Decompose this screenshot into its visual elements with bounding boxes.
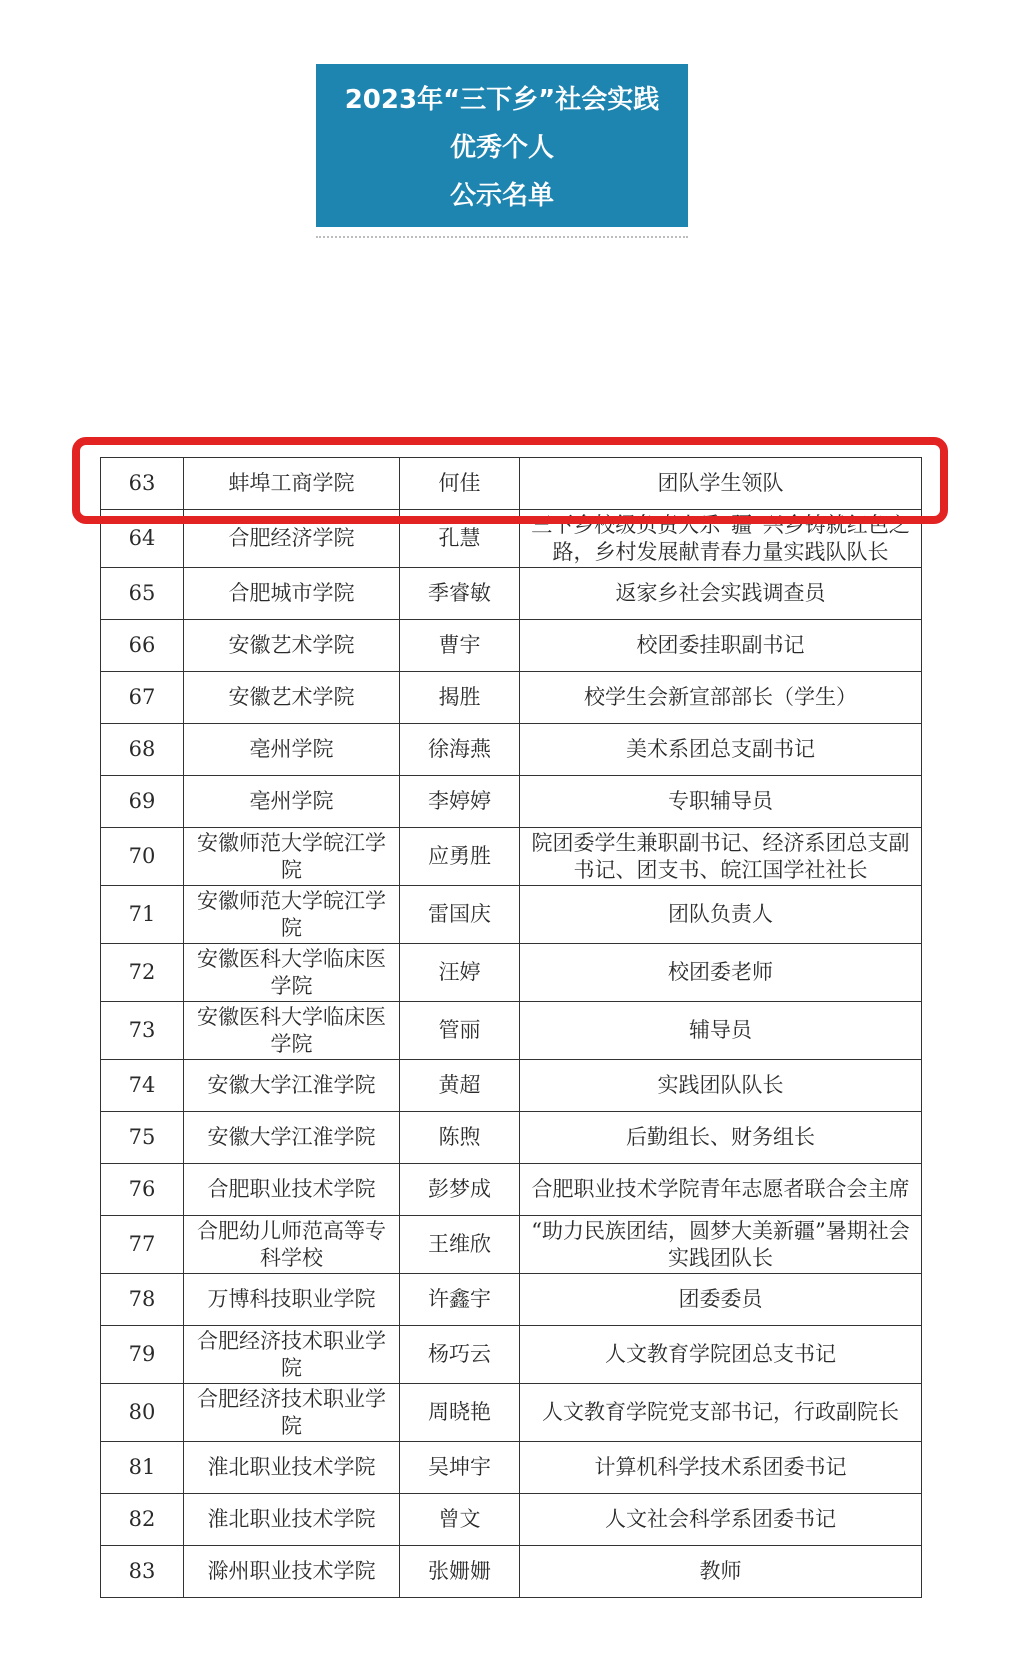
cell-school: 合肥经济技术职业学院 bbox=[184, 1384, 400, 1442]
cell-number: 77 bbox=[101, 1216, 184, 1274]
cell-name: 应勇胜 bbox=[400, 828, 520, 886]
cell-role: “助力民族团结，圆梦大美新疆”暑期社会实践团队长 bbox=[520, 1216, 922, 1274]
cell-school: 蚌埠工商学院 bbox=[184, 458, 400, 510]
cell-role: 团队负责人 bbox=[520, 886, 922, 944]
cell-role: 三下乡校级负责人乐“疆”兴乡铸就红色之路，乡村发展献青春力量实践队队长 bbox=[520, 510, 922, 568]
cell-school: 安徽医科大学临床医学院 bbox=[184, 944, 400, 1002]
cell-school: 合肥城市学院 bbox=[184, 568, 400, 620]
cell-number: 71 bbox=[101, 886, 184, 944]
table-row bbox=[101, 724, 922, 776]
cell-number: 67 bbox=[101, 672, 184, 724]
cell-number: 79 bbox=[101, 1326, 184, 1384]
table-row bbox=[101, 1326, 922, 1384]
cell-number: 64 bbox=[101, 510, 184, 568]
cell-role: 辅导员 bbox=[520, 1002, 922, 1060]
cell-role: 美术系团总支副书记 bbox=[520, 724, 922, 776]
cell-number: 76 bbox=[101, 1164, 184, 1216]
cell-name: 黄超 bbox=[400, 1060, 520, 1112]
cell-school: 合肥职业技术学院 bbox=[184, 1164, 400, 1216]
cell-school: 安徽艺术学院 bbox=[184, 620, 400, 672]
table-row bbox=[101, 1442, 922, 1494]
cell-name: 汪婷 bbox=[400, 944, 520, 1002]
cell-name: 季睿敏 bbox=[400, 568, 520, 620]
cell-school: 亳州学院 bbox=[184, 724, 400, 776]
table-row bbox=[101, 1164, 922, 1216]
cell-school: 淮北职业技术学院 bbox=[184, 1494, 400, 1546]
cell-role: 团队学生领队 bbox=[520, 458, 922, 510]
cell-role: 人文社会科学系团委书记 bbox=[520, 1494, 922, 1546]
cell-school: 安徽师范大学皖江学院 bbox=[184, 886, 400, 944]
cell-school: 安徽大学江淮学院 bbox=[184, 1060, 400, 1112]
cell-name: 吴坤宇 bbox=[400, 1442, 520, 1494]
cell-name: 王维欣 bbox=[400, 1216, 520, 1274]
cell-role: 返家乡社会实践调查员 bbox=[520, 568, 922, 620]
page-title-line-1: 2023年“三下乡”社会实践 bbox=[344, 85, 660, 115]
header-title-box bbox=[316, 64, 688, 227]
cell-school: 万博科技职业学院 bbox=[184, 1274, 400, 1326]
cell-number: 73 bbox=[101, 1002, 184, 1060]
cell-name: 孔慧 bbox=[400, 510, 520, 568]
table-row bbox=[101, 1274, 922, 1326]
table-row bbox=[101, 1494, 922, 1546]
table-row bbox=[101, 620, 922, 672]
cell-school: 安徽大学江淮学院 bbox=[184, 1112, 400, 1164]
cell-school: 安徽艺术学院 bbox=[184, 672, 400, 724]
cell-role: 团委委员 bbox=[520, 1274, 922, 1326]
cell-name: 曹宇 bbox=[400, 620, 520, 672]
cell-number: 82 bbox=[101, 1494, 184, 1546]
cell-name: 雷国庆 bbox=[400, 886, 520, 944]
cell-role: 人文教育学院党支部书记，行政副院长 bbox=[520, 1384, 922, 1442]
cell-number: 65 bbox=[101, 568, 184, 620]
cell-name: 何佳 bbox=[400, 458, 520, 510]
roster-table bbox=[100, 457, 922, 1598]
cell-number: 70 bbox=[101, 828, 184, 886]
cell-number: 68 bbox=[101, 724, 184, 776]
table-row bbox=[101, 458, 922, 510]
cell-role: 计算机科学技术系团委书记 bbox=[520, 1442, 922, 1494]
cell-role: 校团委老师 bbox=[520, 944, 922, 1002]
cell-school: 合肥经济技术职业学院 bbox=[184, 1326, 400, 1384]
cell-role: 校团委挂职副书记 bbox=[520, 620, 922, 672]
table-row bbox=[101, 1112, 922, 1164]
table-row bbox=[101, 776, 922, 828]
table-row bbox=[101, 1002, 922, 1060]
table-row bbox=[101, 568, 922, 620]
cell-number: 80 bbox=[101, 1384, 184, 1442]
cell-number: 66 bbox=[101, 620, 184, 672]
title-divider bbox=[316, 236, 688, 238]
cell-school: 安徽医科大学临床医学院 bbox=[184, 1002, 400, 1060]
cell-number: 72 bbox=[101, 944, 184, 1002]
cell-name: 陈煦 bbox=[400, 1112, 520, 1164]
table-row bbox=[101, 672, 922, 724]
cell-role: 实践团队队长 bbox=[520, 1060, 922, 1112]
cell-role: 人文教育学院团总支书记 bbox=[520, 1326, 922, 1384]
table-row bbox=[101, 1384, 922, 1442]
cell-name: 揭胜 bbox=[400, 672, 520, 724]
cell-role: 教师 bbox=[520, 1546, 922, 1598]
cell-number: 69 bbox=[101, 776, 184, 828]
cell-number: 63 bbox=[101, 458, 184, 510]
cell-school: 安徽师范大学皖江学院 bbox=[184, 828, 400, 886]
cell-role: 专职辅导员 bbox=[520, 776, 922, 828]
cell-role: 合肥职业技术学院青年志愿者联合会主席 bbox=[520, 1164, 922, 1216]
cell-name: 徐海燕 bbox=[400, 724, 520, 776]
cell-name: 许鑫宇 bbox=[400, 1274, 520, 1326]
cell-number: 83 bbox=[101, 1546, 184, 1598]
cell-name: 周晓艳 bbox=[400, 1384, 520, 1442]
page-title-line-3: 公示名单 bbox=[449, 181, 554, 211]
table-row bbox=[101, 1546, 922, 1598]
table-row bbox=[101, 886, 922, 944]
roster-table-body bbox=[101, 458, 922, 1598]
cell-name: 管丽 bbox=[400, 1002, 520, 1060]
cell-school: 亳州学院 bbox=[184, 776, 400, 828]
table-row bbox=[101, 1060, 922, 1112]
cell-number: 81 bbox=[101, 1442, 184, 1494]
cell-number: 74 bbox=[101, 1060, 184, 1112]
cell-school: 合肥经济学院 bbox=[184, 510, 400, 568]
table-row bbox=[101, 1216, 922, 1274]
table-row bbox=[101, 828, 922, 886]
cell-role: 后勤组长、财务组长 bbox=[520, 1112, 922, 1164]
table-row bbox=[101, 944, 922, 1002]
cell-name: 李婷婷 bbox=[400, 776, 520, 828]
page-title-line-2: 优秀个人 bbox=[449, 133, 554, 163]
cell-number: 75 bbox=[101, 1112, 184, 1164]
cell-school: 滁州职业技术学院 bbox=[184, 1546, 400, 1598]
cell-role: 院团委学生兼职副书记、经济系团总支副书记、团支书、皖江国学社社长 bbox=[520, 828, 922, 886]
cell-school: 合肥幼儿师范高等专科学校 bbox=[184, 1216, 400, 1274]
cell-school: 淮北职业技术学院 bbox=[184, 1442, 400, 1494]
cell-name: 张姗姗 bbox=[400, 1546, 520, 1598]
cell-number: 78 bbox=[101, 1274, 184, 1326]
cell-name: 曾文 bbox=[400, 1494, 520, 1546]
cell-role: 校学生会新宣部部长（学生） bbox=[520, 672, 922, 724]
table-row bbox=[101, 510, 922, 568]
cell-name: 杨巧云 bbox=[400, 1326, 520, 1384]
cell-name: 彭梦成 bbox=[400, 1164, 520, 1216]
